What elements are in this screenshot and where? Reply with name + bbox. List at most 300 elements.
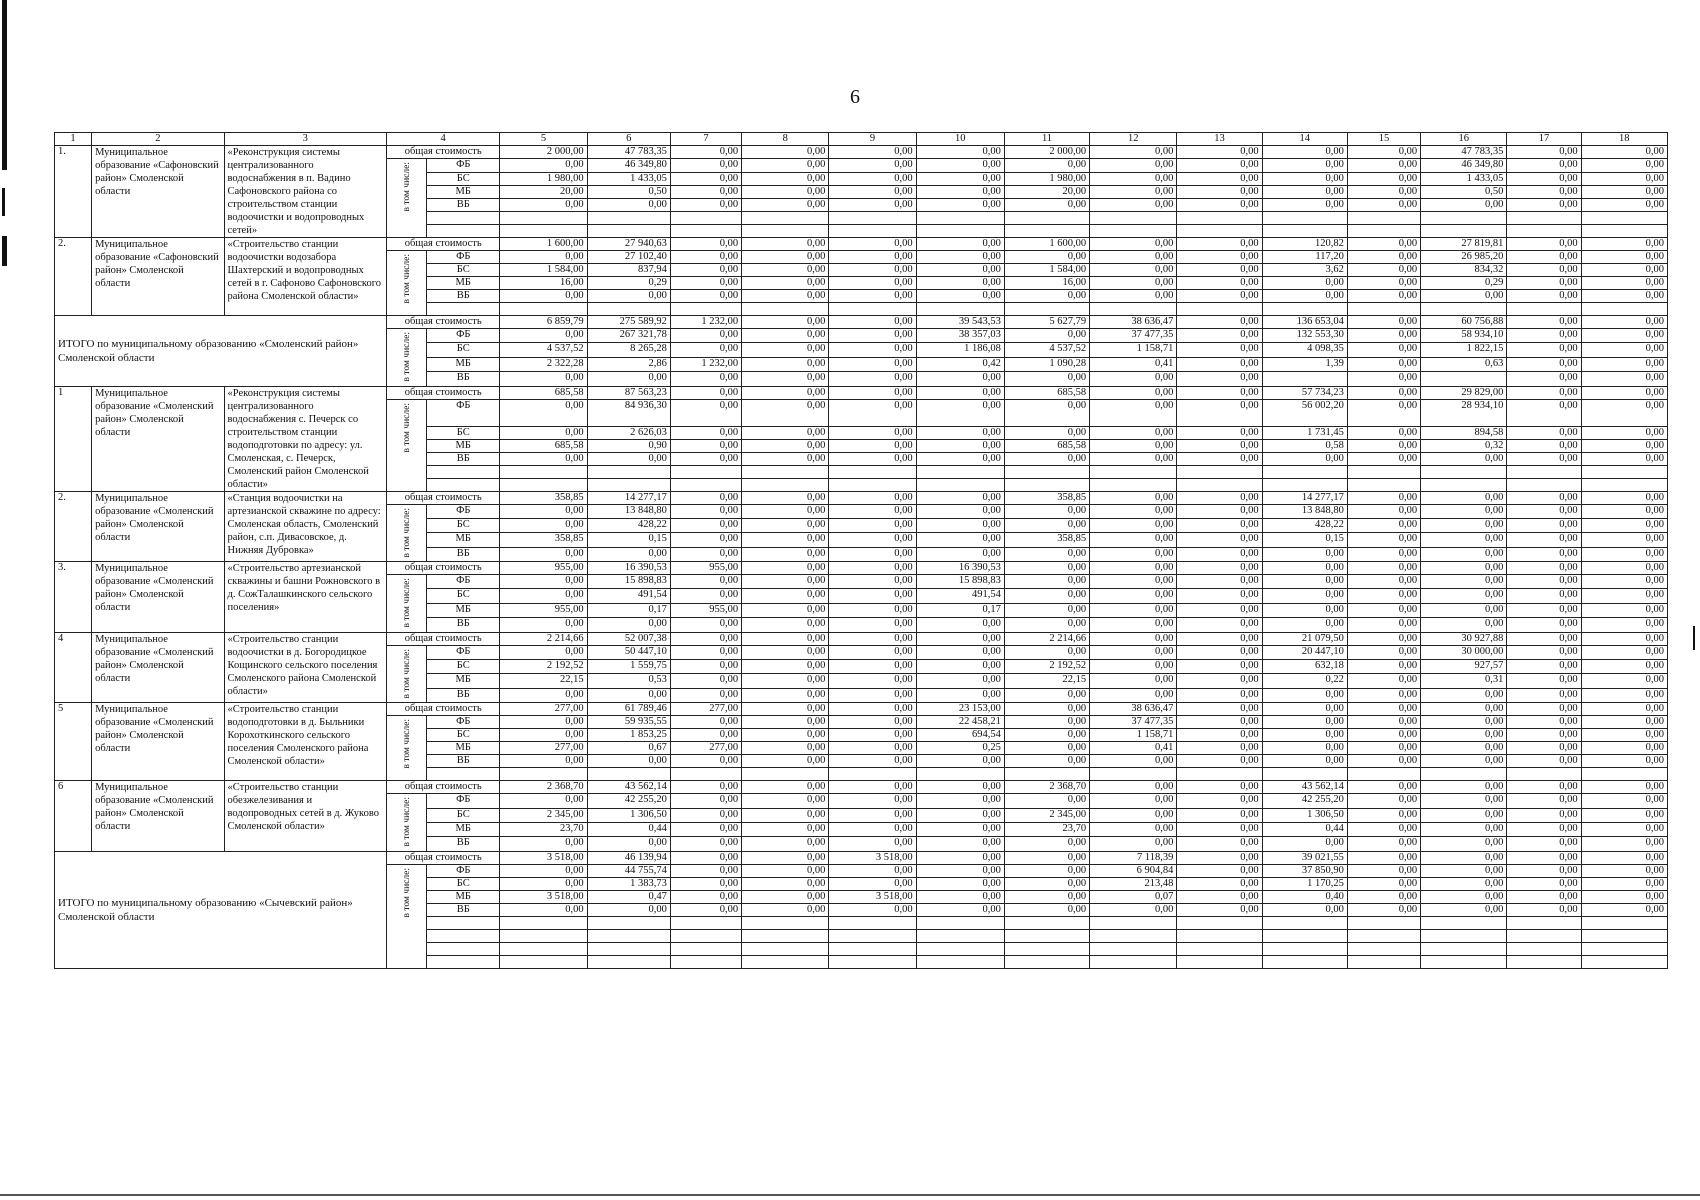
- value-cell: 358,85: [500, 491, 587, 504]
- value-cell: 0,00: [742, 645, 829, 659]
- value-cell: 0,00: [1581, 903, 1667, 916]
- value-cell: [1004, 225, 1089, 238]
- table-row: [55, 491, 1668, 504]
- value-cell: 0,00: [829, 864, 916, 877]
- item-index: 6: [55, 781, 92, 852]
- value-cell: 0,00: [1090, 533, 1177, 547]
- value-cell: 0,00: [1507, 562, 1581, 575]
- value-cell: 0,00: [829, 674, 916, 688]
- value-cell: [829, 916, 916, 929]
- value-cell: 0,00: [1090, 199, 1177, 212]
- value-cell: 0,00: [1262, 186, 1347, 199]
- value-cell: 0,00: [829, 504, 916, 518]
- value-cell: 0,00: [916, 518, 1004, 532]
- total-row: [55, 851, 1668, 864]
- fund-label: БС: [427, 589, 500, 603]
- value-cell: 0,00: [1507, 439, 1581, 452]
- value-cell: 0,00: [1262, 452, 1347, 465]
- value-cell: 0,00: [670, 264, 741, 277]
- value-cell: [1581, 942, 1667, 955]
- value-cell: 0,00: [1004, 562, 1089, 575]
- value-cell: 0,00: [1581, 716, 1667, 729]
- value-cell: 0,00: [1004, 903, 1089, 916]
- value-cell: 0,00: [916, 877, 1004, 890]
- value-cell: 0,00: [916, 864, 1004, 877]
- value-cell: 1 170,25: [1262, 877, 1347, 890]
- column-number: 7: [670, 133, 741, 146]
- value-cell: 0,00: [829, 716, 916, 729]
- fund-label: ФБ: [427, 251, 500, 264]
- value-cell: 0,00: [1507, 399, 1581, 426]
- value-cell: 0,00: [1177, 794, 1262, 808]
- value-cell: 1 232,00: [670, 357, 741, 371]
- value-cell: 0,00: [587, 547, 670, 561]
- value-cell: 0,00: [742, 290, 829, 303]
- value-cell: 0,00: [1421, 688, 1507, 702]
- value-cell: 38 636,47: [1090, 316, 1177, 329]
- value-cell: 0,00: [1177, 251, 1262, 264]
- value-cell: 0,00: [742, 329, 829, 343]
- value-cell: [1262, 942, 1347, 955]
- value-cell: [1347, 942, 1420, 955]
- value-cell: [1262, 372, 1347, 386]
- value-cell: [1262, 303, 1347, 316]
- value-cell: 0,00: [916, 688, 1004, 702]
- value-cell: 0,42: [916, 357, 1004, 371]
- value-cell: [916, 942, 1004, 955]
- column-number: 15: [1347, 133, 1420, 146]
- value-cell: 0,00: [1347, 864, 1420, 877]
- value-cell: 0,00: [829, 562, 916, 575]
- value-cell: [742, 225, 829, 238]
- value-cell: 7 118,39: [1090, 851, 1177, 864]
- value-cell: 1 433,05: [587, 173, 670, 186]
- value-cell: 0,00: [670, 199, 741, 212]
- fund-label: МБ: [427, 357, 500, 371]
- value-cell: 927,57: [1421, 659, 1507, 673]
- including-label: [387, 864, 427, 968]
- value-cell: [500, 212, 587, 225]
- value-cell: 0,00: [500, 504, 587, 518]
- including-label-text: в том числе:: [401, 332, 412, 382]
- value-cell: 2 192,52: [1004, 659, 1089, 673]
- value-cell: 0,44: [587, 822, 670, 836]
- value-cell: 0,00: [1421, 290, 1507, 303]
- value-cell: 0,00: [1347, 533, 1420, 547]
- value-cell: 0,00: [742, 146, 829, 159]
- value-cell: 0,00: [1004, 589, 1089, 603]
- value-cell: 0,00: [1581, 504, 1667, 518]
- value-cell: 0,00: [1347, 547, 1420, 561]
- value-cell: 0,00: [916, 439, 1004, 452]
- item-index: 5: [55, 703, 92, 781]
- value-cell: 0,00: [742, 452, 829, 465]
- value-cell: [1090, 465, 1177, 478]
- fund-label: МБ: [427, 186, 500, 199]
- value-cell: 0,00: [1581, 199, 1667, 212]
- value-cell: 0,00: [1004, 372, 1089, 386]
- value-cell: 0,00: [587, 618, 670, 632]
- value-cell: 0,00: [829, 822, 916, 836]
- value-cell: 0,00: [500, 290, 587, 303]
- value-cell: 0,00: [1507, 703, 1581, 716]
- value-cell: 0,00: [1090, 755, 1177, 768]
- cost-label: общая стоимость: [387, 703, 500, 716]
- value-cell: 0,00: [742, 316, 829, 329]
- value-cell: 0,00: [670, 386, 741, 399]
- value-cell: 0,00: [1347, 343, 1420, 357]
- value-cell: 0,00: [742, 688, 829, 702]
- value-cell: [1581, 303, 1667, 316]
- value-cell: 0,25: [916, 742, 1004, 755]
- value-cell: [1507, 478, 1581, 491]
- value-cell: 2 626,03: [587, 426, 670, 439]
- value-cell: 0,00: [500, 159, 587, 173]
- value-cell: [1347, 212, 1420, 225]
- value-cell: 0,00: [829, 808, 916, 822]
- fund-label: ФБ: [427, 329, 500, 343]
- value-cell: [742, 465, 829, 478]
- value-cell: 0,00: [1004, 755, 1089, 768]
- value-cell: 37 477,35: [1090, 716, 1177, 729]
- value-cell: [1177, 212, 1262, 225]
- value-cell: 0,00: [1421, 452, 1507, 465]
- value-cell: 0,00: [916, 674, 1004, 688]
- value-cell: [1004, 942, 1089, 955]
- value-cell: [1581, 212, 1667, 225]
- value-cell: 0,00: [1177, 372, 1262, 386]
- fund-label: ВБ: [427, 755, 500, 768]
- value-cell: 3 518,00: [829, 851, 916, 864]
- value-cell: 955,00: [500, 562, 587, 575]
- value-cell: 0,00: [1177, 186, 1262, 199]
- value-cell: 0,00: [1090, 603, 1177, 617]
- value-cell: 0,00: [1581, 173, 1667, 186]
- value-cell: 0,00: [1421, 703, 1507, 716]
- value-cell: 0,41: [1090, 357, 1177, 371]
- value-cell: [1177, 225, 1262, 238]
- value-cell: 0,00: [1177, 264, 1262, 277]
- value-cell: 685,58: [1004, 439, 1089, 452]
- value-cell: [1507, 955, 1581, 968]
- fund-label: ВБ: [427, 452, 500, 465]
- value-cell: 0,00: [1090, 386, 1177, 399]
- fund-label: БС: [427, 518, 500, 532]
- value-cell: 0,00: [1262, 575, 1347, 589]
- value-cell: 0,00: [1347, 890, 1420, 903]
- value-cell: 0,00: [670, 575, 741, 589]
- value-cell: 0,00: [1507, 851, 1581, 864]
- value-cell: 52 007,38: [587, 632, 670, 645]
- value-cell: 0,00: [1581, 618, 1667, 632]
- value-cell: [1262, 212, 1347, 225]
- scan-margin-mark: [2, 236, 7, 266]
- value-cell: 0,00: [1090, 504, 1177, 518]
- value-cell: 0,00: [742, 251, 829, 264]
- value-cell: 0,00: [829, 199, 916, 212]
- value-cell: [916, 225, 1004, 238]
- value-cell: 0,00: [1004, 837, 1089, 851]
- value-cell: 0,00: [1347, 452, 1420, 465]
- fund-label: ВБ: [427, 903, 500, 916]
- value-cell: 0,00: [1004, 794, 1089, 808]
- value-cell: 0,00: [829, 755, 916, 768]
- value-cell: [1507, 465, 1581, 478]
- value-cell: 0,00: [1421, 547, 1507, 561]
- value-cell: [1004, 929, 1089, 942]
- value-cell: 0,00: [670, 781, 741, 794]
- fund-label: БС: [427, 877, 500, 890]
- column-number: 2: [92, 133, 224, 146]
- including-label: [387, 329, 427, 387]
- value-cell: [1177, 303, 1262, 316]
- value-cell: 0,00: [1090, 837, 1177, 851]
- value-cell: 0,00: [742, 890, 829, 903]
- total-label: ИТОГО по муниципальному образованию «Сычевский район» Смоленской области: [55, 851, 387, 968]
- value-cell: 0,00: [742, 199, 829, 212]
- value-cell: 0,00: [1347, 173, 1420, 186]
- value-cell: 0,00: [742, 903, 829, 916]
- value-cell: 14 277,17: [1262, 491, 1347, 504]
- value-cell: 47 783,35: [1421, 146, 1507, 159]
- fund-label: МБ: [427, 533, 500, 547]
- value-cell: 0,00: [1262, 688, 1347, 702]
- value-cell: 0,00: [1177, 755, 1262, 768]
- value-cell: [1090, 942, 1177, 955]
- fund-label: [427, 942, 500, 955]
- value-cell: 0,00: [670, 426, 741, 439]
- value-cell: 0,00: [1262, 146, 1347, 159]
- value-cell: 0,00: [1347, 316, 1420, 329]
- value-cell: 0,00: [1507, 729, 1581, 742]
- value-cell: [916, 955, 1004, 968]
- fund-label: [427, 768, 500, 781]
- value-cell: 0,00: [916, 386, 1004, 399]
- project-name: «Строительство станции водоочистки в д. Богородицкое Кощинского сельского поселения Смоленского района Смоленской области»: [224, 632, 387, 703]
- value-cell: 0,00: [1004, 159, 1089, 173]
- value-cell: [916, 212, 1004, 225]
- value-cell: 0,00: [1507, 903, 1581, 916]
- value-cell: 136 653,04: [1262, 316, 1347, 329]
- value-cell: 0,00: [1177, 589, 1262, 603]
- value-cell: 1 306,50: [587, 808, 670, 822]
- value-cell: [742, 212, 829, 225]
- fund-label: ВБ: [427, 372, 500, 386]
- value-cell: 0,00: [1507, 264, 1581, 277]
- value-cell: 0,00: [1507, 518, 1581, 532]
- value-cell: 132 553,30: [1262, 329, 1347, 343]
- municipality-name: Муниципальное образование «Сафоновский район» Смоленской области: [92, 238, 224, 316]
- value-cell: 0,00: [1581, 632, 1667, 645]
- value-cell: 0,00: [500, 547, 587, 561]
- value-cell: 0,00: [829, 343, 916, 357]
- value-cell: [829, 929, 916, 942]
- fund-label: БС: [427, 343, 500, 357]
- value-cell: 0,00: [1581, 426, 1667, 439]
- value-cell: [500, 942, 587, 955]
- value-cell: 0,00: [829, 659, 916, 673]
- value-cell: 0,00: [1177, 674, 1262, 688]
- value-cell: 13 848,80: [1262, 504, 1347, 518]
- value-cell: [500, 225, 587, 238]
- value-cell: [1090, 212, 1177, 225]
- value-cell: 46 349,80: [587, 159, 670, 173]
- value-cell: 0,00: [1090, 575, 1177, 589]
- value-cell: [1421, 929, 1507, 942]
- value-cell: 0,00: [1177, 547, 1262, 561]
- fund-label: ФБ: [427, 399, 500, 426]
- value-cell: 15 898,83: [587, 575, 670, 589]
- value-cell: 0,00: [500, 575, 587, 589]
- value-cell: 0,00: [1177, 659, 1262, 673]
- value-cell: 0,00: [1177, 504, 1262, 518]
- value-cell: 0,00: [742, 864, 829, 877]
- value-cell: [742, 478, 829, 491]
- value-cell: 29 829,00: [1421, 386, 1507, 399]
- fund-label: БС: [427, 808, 500, 822]
- fund-label: ФБ: [427, 575, 500, 589]
- value-cell: 0,00: [1004, 399, 1089, 426]
- value-cell: 0,00: [1262, 547, 1347, 561]
- value-cell: [500, 929, 587, 942]
- value-cell: 0,00: [829, 439, 916, 452]
- value-cell: 27 819,81: [1421, 238, 1507, 251]
- value-cell: 0,00: [1581, 452, 1667, 465]
- value-cell: [1347, 929, 1420, 942]
- value-cell: 0,00: [829, 277, 916, 290]
- item-index: 1: [55, 386, 92, 491]
- value-cell: 0,00: [742, 439, 829, 452]
- value-cell: 0,00: [1507, 877, 1581, 890]
- value-cell: [1421, 303, 1507, 316]
- value-cell: 0,00: [1507, 659, 1581, 673]
- value-cell: 0,00: [670, 716, 741, 729]
- value-cell: 0,00: [1581, 575, 1667, 589]
- value-cell: 0,00: [1421, 618, 1507, 632]
- value-cell: 0,00: [670, 518, 741, 532]
- value-cell: 0,00: [1347, 877, 1420, 890]
- value-cell: 60 756,88: [1421, 316, 1507, 329]
- value-cell: [916, 916, 1004, 929]
- value-cell: 0,00: [1177, 729, 1262, 742]
- value-cell: 0,00: [1507, 603, 1581, 617]
- value-cell: 0,00: [670, 589, 741, 603]
- value-cell: 0,00: [829, 399, 916, 426]
- value-cell: 3,62: [1262, 264, 1347, 277]
- value-cell: 1 433,05: [1421, 173, 1507, 186]
- value-cell: [1004, 768, 1089, 781]
- value-cell: 0,00: [1177, 742, 1262, 755]
- value-cell: 0,00: [1090, 562, 1177, 575]
- value-cell: 0,00: [1177, 903, 1262, 916]
- value-cell: 1 980,00: [500, 173, 587, 186]
- table-row: [55, 703, 1668, 716]
- value-cell: 38 357,03: [916, 329, 1004, 343]
- value-cell: [1177, 465, 1262, 478]
- value-cell: 87 563,23: [587, 386, 670, 399]
- column-number: 13: [1177, 133, 1262, 146]
- value-cell: 0,00: [742, 703, 829, 716]
- value-cell: 43 562,14: [1262, 781, 1347, 794]
- value-cell: 0,00: [1507, 781, 1581, 794]
- value-cell: 0,00: [1507, 575, 1581, 589]
- value-cell: 0,00: [1347, 277, 1420, 290]
- column-number: 16: [1421, 133, 1507, 146]
- value-cell: 0,00: [1507, 504, 1581, 518]
- value-cell: 0,00: [500, 372, 587, 386]
- value-cell: 0,00: [1507, 864, 1581, 877]
- value-cell: 0,00: [1262, 716, 1347, 729]
- value-cell: 0,00: [587, 199, 670, 212]
- value-cell: 0,00: [829, 688, 916, 702]
- value-cell: 0,00: [1262, 703, 1347, 716]
- value-cell: 0,00: [1262, 603, 1347, 617]
- value-cell: [1581, 955, 1667, 968]
- value-cell: [1090, 768, 1177, 781]
- value-cell: [1581, 916, 1667, 929]
- value-cell: 0,00: [1347, 146, 1420, 159]
- value-cell: 0,00: [1347, 851, 1420, 864]
- value-cell: [1421, 955, 1507, 968]
- value-cell: [1262, 478, 1347, 491]
- value-cell: 0,00: [742, 159, 829, 173]
- value-cell: 2 368,70: [1004, 781, 1089, 794]
- value-cell: 22,15: [500, 674, 587, 688]
- item-index: 3.: [55, 562, 92, 633]
- value-cell: 0,00: [1347, 264, 1420, 277]
- value-cell: 0,00: [1090, 399, 1177, 426]
- value-cell: 47 783,35: [587, 146, 670, 159]
- value-cell: 0,00: [1581, 877, 1667, 890]
- value-cell: 0,00: [1177, 688, 1262, 702]
- value-cell: 0,00: [742, 603, 829, 617]
- value-cell: 0,00: [1347, 659, 1420, 673]
- value-cell: 0,00: [829, 329, 916, 343]
- value-cell: 0,00: [1581, 703, 1667, 716]
- value-cell: [1177, 955, 1262, 968]
- value-cell: 0,00: [742, 386, 829, 399]
- value-cell: 0,00: [1177, 159, 1262, 173]
- value-cell: [829, 768, 916, 781]
- value-cell: 0,00: [742, 659, 829, 673]
- value-cell: 0,00: [742, 877, 829, 890]
- value-cell: [587, 225, 670, 238]
- value-cell: 0,50: [587, 186, 670, 199]
- value-cell: 0,00: [670, 877, 741, 890]
- value-cell: 0,00: [1581, 562, 1667, 575]
- value-cell: 0,00: [1347, 688, 1420, 702]
- value-cell: 0,00: [1177, 399, 1262, 426]
- value-cell: 57 734,23: [1262, 386, 1347, 399]
- value-cell: 0,00: [1421, 504, 1507, 518]
- value-cell: 30 927,88: [1421, 632, 1507, 645]
- value-cell: 0,00: [670, 822, 741, 836]
- value-cell: 0,00: [1177, 851, 1262, 864]
- value-cell: 358,85: [1004, 533, 1089, 547]
- value-cell: 0,00: [1421, 533, 1507, 547]
- value-cell: 0,00: [1177, 518, 1262, 532]
- value-cell: [1507, 929, 1581, 942]
- value-cell: 0,00: [1581, 357, 1667, 371]
- value-cell: 27 940,63: [587, 238, 670, 251]
- value-cell: 0,00: [1507, 146, 1581, 159]
- value-cell: 0,00: [500, 794, 587, 808]
- including-label-text: в том числе:: [401, 254, 412, 304]
- value-cell: 0,00: [1177, 703, 1262, 716]
- value-cell: 0,00: [1347, 589, 1420, 603]
- value-cell: 955,00: [670, 562, 741, 575]
- value-cell: 0,00: [1177, 618, 1262, 632]
